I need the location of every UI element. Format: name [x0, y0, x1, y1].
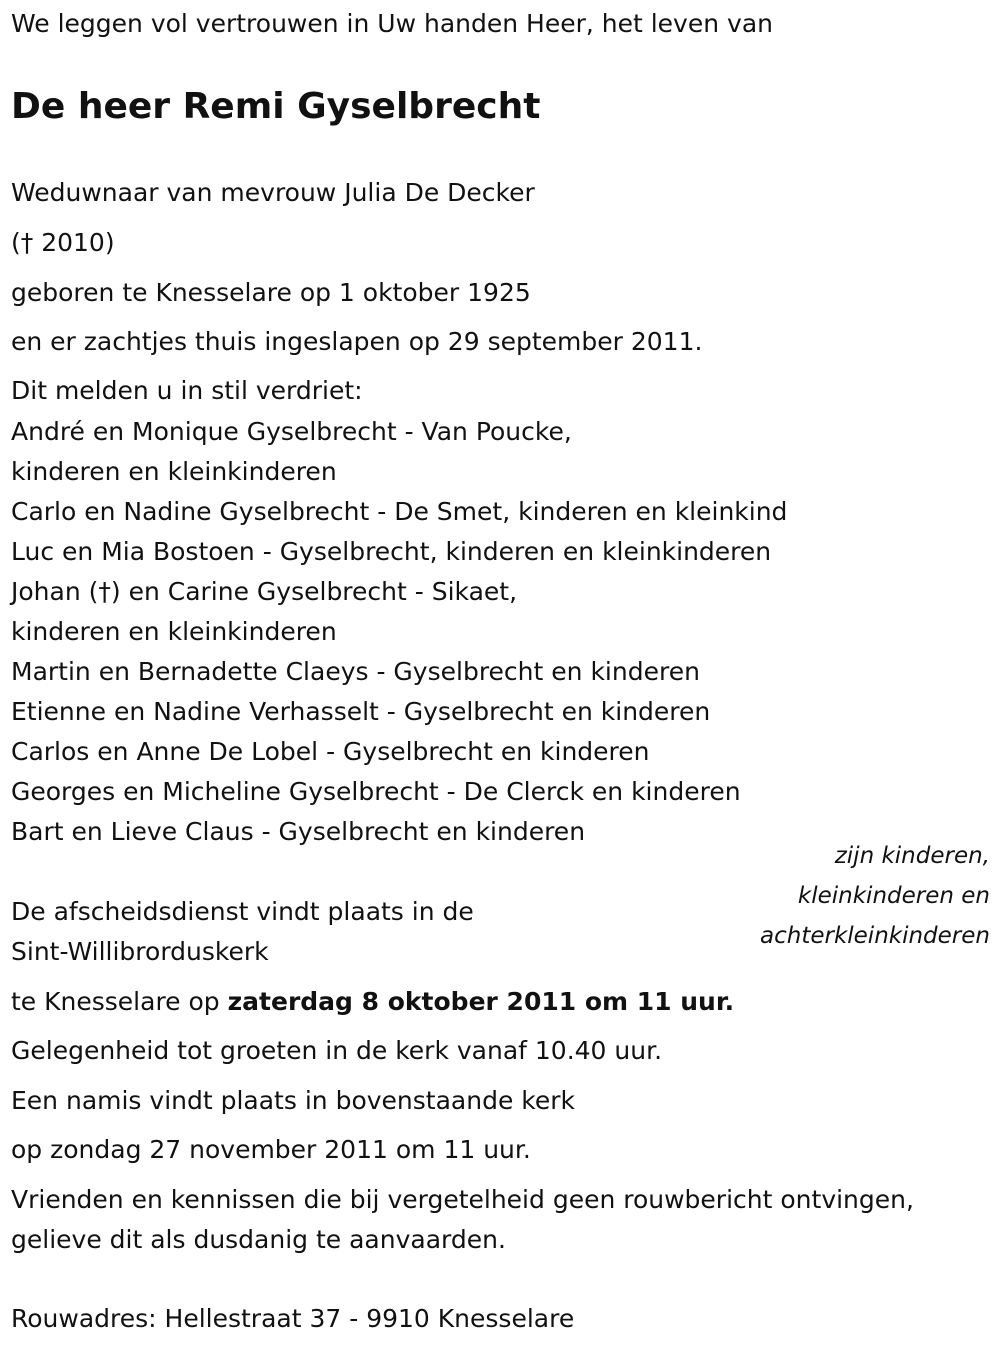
family-line: kinderen en kleinkinderen	[11, 617, 337, 646]
service-place-line: Sint-Willibrorduskerk	[11, 937, 269, 966]
family-line: André en Monique Gyselbrecht - Van Poucke,	[11, 417, 572, 446]
intro-text: We leggen vol vertrouwen in Uw handen Heer, het leven van	[11, 9, 773, 38]
mourning-address: Rouwadres: Hellestraat 37 - 9910 Knesselare	[11, 1304, 575, 1333]
family-line: Johan (†) en Carine Gyselbrecht - Sikaet,	[11, 577, 518, 606]
greeting-text: Gelegenheid tot groeten in de kerk vanaf 10.40 uur.	[11, 1036, 663, 1065]
announce-text: Dit melden u in stil verdriet:	[11, 376, 363, 405]
family-line: Carlo en Nadine Gyselbrecht - De Smet, kinderen en kleinkind	[11, 497, 788, 526]
birth-text: geboren te Knesselare op 1 oktober 1925	[11, 278, 531, 307]
family-line: kinderen en kleinkinderen	[11, 457, 337, 486]
widower-text: Weduwnaar van mevrouw Julia De Decker	[11, 178, 535, 207]
notice-line: gelieve dit als dusdanig te aanvaarden.	[11, 1225, 506, 1254]
wife-death-year: († 2010)	[11, 228, 115, 257]
deceased-name: De heer Remi Gyselbrecht	[11, 86, 541, 127]
relation-line: achterkleinkinderen	[760, 923, 990, 949]
family-line: Luc en Mia Bostoen - Gyselbrecht, kinderen en kleinkinderen	[11, 537, 772, 566]
family-line: Carlos en Anne De Lobel - Gyselbrecht en kinderen	[11, 737, 650, 766]
service-town: te Knesselare op	[11, 987, 228, 1016]
service-datetime	[11, 987, 734, 1017]
service-date: zaterdag 8 oktober 2011 om 11 uur.	[227, 987, 735, 1016]
family-line: Etienne en Nadine Verhasselt - Gyselbrecht en kinderen	[11, 697, 711, 726]
family-line: Bart en Lieve Claus - Gyselbrecht en kinderen	[11, 817, 586, 846]
relation-line: zijn kinderen,	[834, 843, 990, 869]
notice-line: Vrienden en kennissen die bij vergetelheid geen rouwbericht ontvingen,	[11, 1185, 914, 1214]
family-line: Georges en Micheline Gyselbrecht - De Clerck en kinderen	[11, 777, 741, 806]
namis-line: Een namis vindt plaats in bovenstaande kerk	[11, 1086, 575, 1115]
relation-line: kleinkinderen en	[797, 883, 990, 909]
namis-line: op zondag 27 november 2011 om 11 uur.	[11, 1135, 531, 1164]
family-line: Martin en Bernadette Claeys - Gyselbrecht en kinderen	[11, 657, 700, 686]
death-text: en er zachtjes thuis ingeslapen op 29 september 2011.	[11, 327, 703, 356]
service-place-line: De afscheidsdienst vindt plaats in de	[11, 897, 474, 926]
